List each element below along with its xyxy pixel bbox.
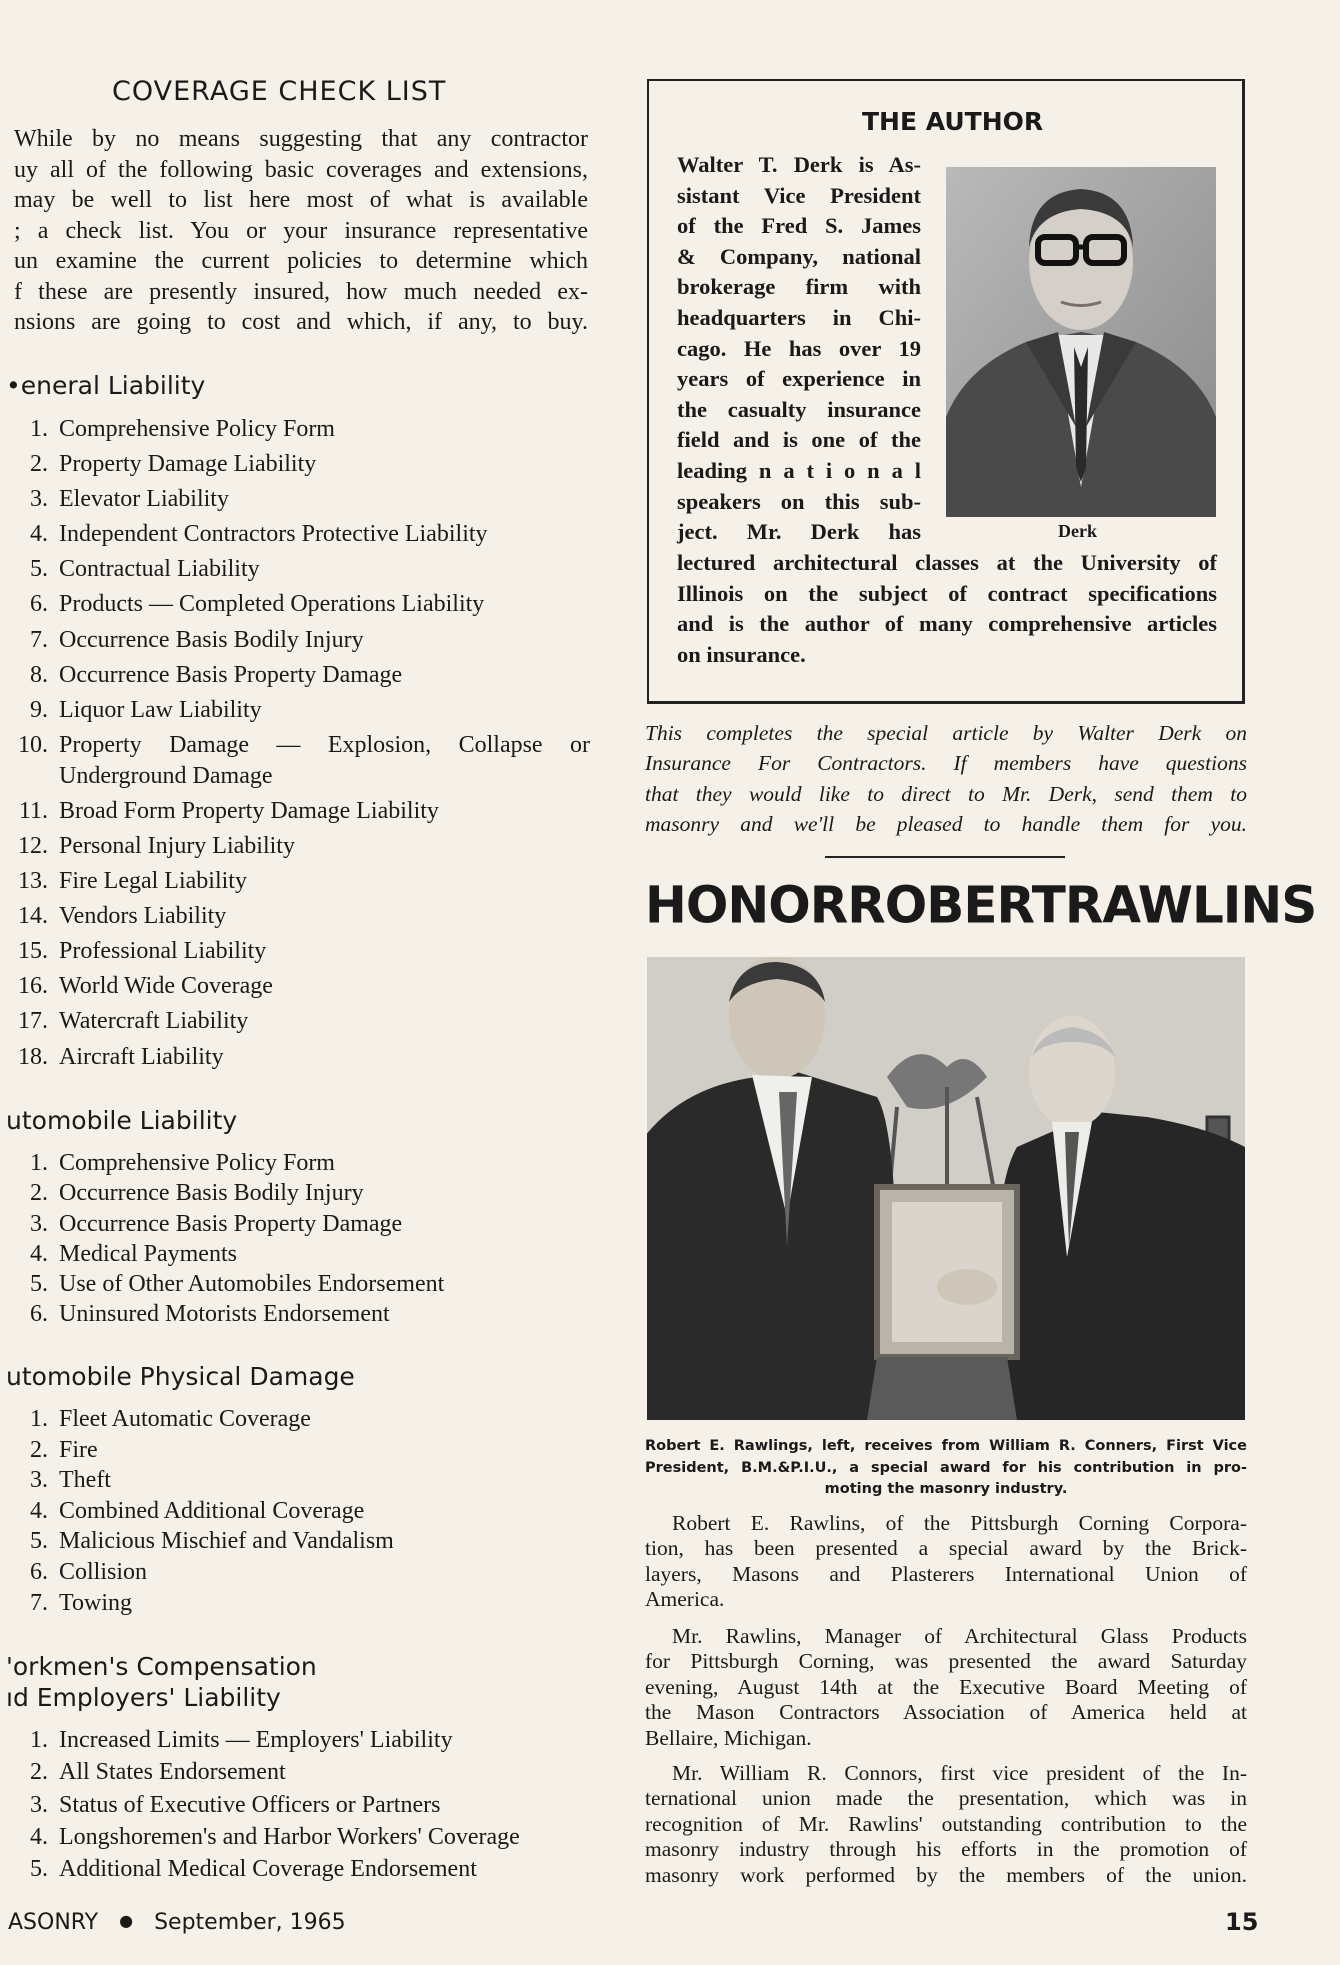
general-liability-list: [10, 412, 590, 1075]
note-line: This completes the special article by Walter Derk on: [645, 721, 1247, 745]
bio-line: cago. He has over 19: [677, 335, 921, 361]
author-portrait-photo: [946, 167, 1216, 517]
intro-line: may be well to list here most of what is available: [14, 187, 588, 213]
list-item: 11. Broad Form Property Damage Liability: [18, 797, 439, 824]
para-line: evening, August 14th at the Executive Board Meeting of: [645, 1674, 1247, 1699]
para-line: Bellaire, Michigan.: [645, 1725, 812, 1750]
list-item: 4. Longshoremen's and Harbor Workers' Coverage: [30, 1823, 520, 1850]
bio-line: years of experience in: [677, 366, 921, 392]
bio-line: field and is one of the: [677, 427, 921, 453]
automobile-physical-damage-list: [10, 1404, 590, 1618]
article-end-note: [645, 718, 1247, 839]
list-item: 10. Property Damage — Explosion, Collapse or Underground Damage: [18, 731, 590, 789]
section-heading-employers-liability: ıd Employers' Liability: [6, 1683, 281, 1712]
award-photo-caption: [645, 1436, 1247, 1501]
bio-line: lectured architectural classes at the University of: [677, 550, 1217, 575]
headline-word: RAWLINS: [1064, 875, 1317, 935]
section-heading-automobile-liability: utomobile Liability: [6, 1106, 238, 1135]
list-item: 3. Occurrence Basis Property Damage: [30, 1210, 403, 1237]
bio-line: Walter T. Derk is As-: [677, 152, 921, 177]
footer-issue-info: [8, 1910, 346, 1935]
intro-line: nsions are going to cost and which, if any, to buy.: [14, 309, 588, 335]
bio-line: & Company, national: [677, 243, 921, 269]
automobile-liability-list: [10, 1148, 590, 1330]
para-line: ternational union made the presentation, which was in: [645, 1786, 1247, 1811]
headline-word: HONOR: [645, 875, 848, 935]
checklist-intro: [14, 124, 588, 338]
list-item: 1. Increased Limits — Employers' Liability: [30, 1727, 453, 1753]
footer-date: September, 1965: [154, 1910, 346, 1935]
author-box-title: THE AUTHOR: [862, 107, 1044, 136]
bio-line: and is the author of many comprehensive articles: [677, 611, 1217, 637]
article-paragraph: [645, 1761, 1247, 1888]
list-item: 4. Medical Payments: [30, 1240, 237, 1267]
list-item: 13. Fire Legal Liability: [18, 868, 247, 895]
intro-line: uy all of the following basic coverages and extensions,: [14, 156, 588, 183]
list-item: 7. Occurrence Basis Bodily Injury: [30, 626, 364, 653]
section-heading-workmens-compensation: 'orkmen's Compensation: [6, 1652, 317, 1681]
honor-headline: [645, 875, 1317, 935]
footer-bullet: ●: [119, 1911, 134, 1930]
section-heading-automobile-physical-damage: utomobile Physical Damage: [6, 1362, 355, 1391]
workmens-compensation-list: [10, 1724, 590, 1885]
list-item: 7. Towing: [30, 1589, 132, 1616]
bio-line: of the Fred S. James: [677, 213, 921, 239]
list-item: 2. Fire: [30, 1436, 98, 1463]
para-line: Mr. William R. Connors, first vice president of the In-: [672, 1761, 1247, 1785]
bio-line: headquarters in Chi-: [677, 304, 921, 330]
list-item: 5. Use of Other Automobiles Endorsement: [30, 1271, 445, 1298]
list-item: 6. Products — Completed Operations Liability: [30, 591, 485, 618]
author-bio: [677, 150, 921, 548]
author-portrait-illustration: [946, 167, 1216, 517]
para-line: the Mason Contractors Association of America held at: [645, 1700, 1247, 1725]
list-item: 4. Independent Contractors Protective Liability: [30, 521, 488, 548]
list-item: 6. Uninsured Motorists Endorsement: [30, 1301, 390, 1328]
list-item: 3. Status of Executive Officers or Partners: [30, 1791, 441, 1818]
bio-line: Illinois on the subject of contract specifications: [677, 580, 1217, 606]
list-item: 2. Property Damage Liability: [30, 451, 317, 478]
list-item: 1. Comprehensive Policy Form: [30, 416, 335, 442]
caption-line: President, B.M.&P.I.U., a special award for his contribution in pro-: [645, 1459, 1247, 1476]
list-item: 5. Malicious Mischief and Vandalism: [30, 1528, 394, 1555]
list-item: 3. Elevator Liability: [30, 486, 229, 513]
article-paragraph: [645, 1511, 1247, 1613]
checklist-title: COVERAGE CHECK LIST: [112, 76, 447, 107]
list-item: 1. Fleet Automatic Coverage: [30, 1406, 311, 1432]
page-number: 15: [1225, 1908, 1259, 1936]
list-item: 8. Occurrence Basis Property Damage: [30, 661, 403, 688]
intro-line: f these are presently insured, how much needed ex-: [14, 278, 588, 305]
bio-line: speakers on this sub-: [677, 488, 921, 514]
bio-line: the casualty insurance: [677, 396, 921, 422]
divider: [825, 856, 1065, 858]
para-line: Robert E. Rawlins, of the Pittsburgh Corning Corpora-: [672, 1511, 1247, 1535]
caption-line: moting the masonry industry.: [824, 1481, 1068, 1497]
author-photo-caption: Derk: [1058, 521, 1097, 541]
author-bio-continued: [677, 548, 1217, 670]
award-presentation-photo: [647, 957, 1245, 1420]
award-presentation-illustration: [647, 957, 1245, 1420]
para-line: layers, Masons and Plasterers International Union of: [645, 1561, 1247, 1586]
intro-line: un examine the current policies to determine which: [14, 248, 588, 274]
list-item: 9. Liquor Law Liability: [30, 696, 262, 723]
list-item: 3. Theft: [30, 1467, 111, 1494]
list-item: 16. World Wide Coverage: [18, 973, 273, 1000]
para-line: Mr. Rawlins, Manager of Architectural Glass Products: [672, 1624, 1247, 1648]
para-line: masonry industry through his efforts in the promotion of: [645, 1837, 1247, 1862]
list-item: 14. Vendors Liability: [18, 903, 227, 930]
bio-line: leading n a t i o n a l: [677, 457, 921, 483]
para-line: recognition of Mr. Rawlins' outstanding contribution to the: [645, 1811, 1247, 1836]
intro-line: ; a check list. You or your insurance representative: [14, 217, 588, 244]
article-paragraph: [645, 1624, 1247, 1751]
list-item: 2. All States Endorsement: [30, 1759, 286, 1786]
footer-magazine: ASONRY: [8, 1910, 99, 1935]
bio-line: ject. Mr. Derk has: [677, 519, 921, 545]
bio-line: on insurance.: [677, 641, 806, 667]
para-line: for Pittsburgh Corning, was presented the award Saturday: [645, 1649, 1247, 1674]
bio-line: sistant Vice President: [677, 182, 921, 208]
headline-word: ROBERT: [847, 875, 1065, 935]
list-item: 4. Combined Additional Coverage: [30, 1497, 365, 1524]
note-line: Insurance For Contractors. If members have questions: [645, 751, 1247, 776]
list-item: 18. Aircraft Liability: [18, 1043, 224, 1070]
bio-line: brokerage firm with: [677, 274, 921, 300]
para-line: America.: [645, 1587, 725, 1612]
list-item: 17. Watercraft Liability: [18, 1008, 249, 1035]
list-item: 1. Comprehensive Policy Form: [30, 1150, 335, 1176]
para-line: tion, has been presented a special award by the Brick-: [645, 1536, 1247, 1561]
para-line: masonry work performed by the members of the union.: [645, 1862, 1247, 1887]
note-line: masonry and we'll be pleased to handle them for you.: [645, 811, 1247, 836]
list-item: 12. Personal Injury Liability: [18, 832, 295, 859]
list-item: 5. Additional Medical Coverage Endorsement: [30, 1856, 477, 1883]
list-item: 15. Professional Liability: [18, 938, 267, 965]
caption-line: Robert E. Rawlings, left, receives from William R. Conners, First Vice: [645, 1438, 1247, 1454]
list-item: 2. Occurrence Basis Bodily Injury: [30, 1180, 364, 1207]
intro-line: While by no means suggesting that any contractor: [14, 126, 588, 152]
section-heading-general-liability: •eneral Liability: [6, 371, 206, 400]
list-item: 5. Contractual Liability: [30, 556, 260, 583]
note-line: that they would like to direct to Mr. Derk, send them to: [645, 781, 1247, 806]
list-item: 6. Collision: [30, 1558, 148, 1585]
